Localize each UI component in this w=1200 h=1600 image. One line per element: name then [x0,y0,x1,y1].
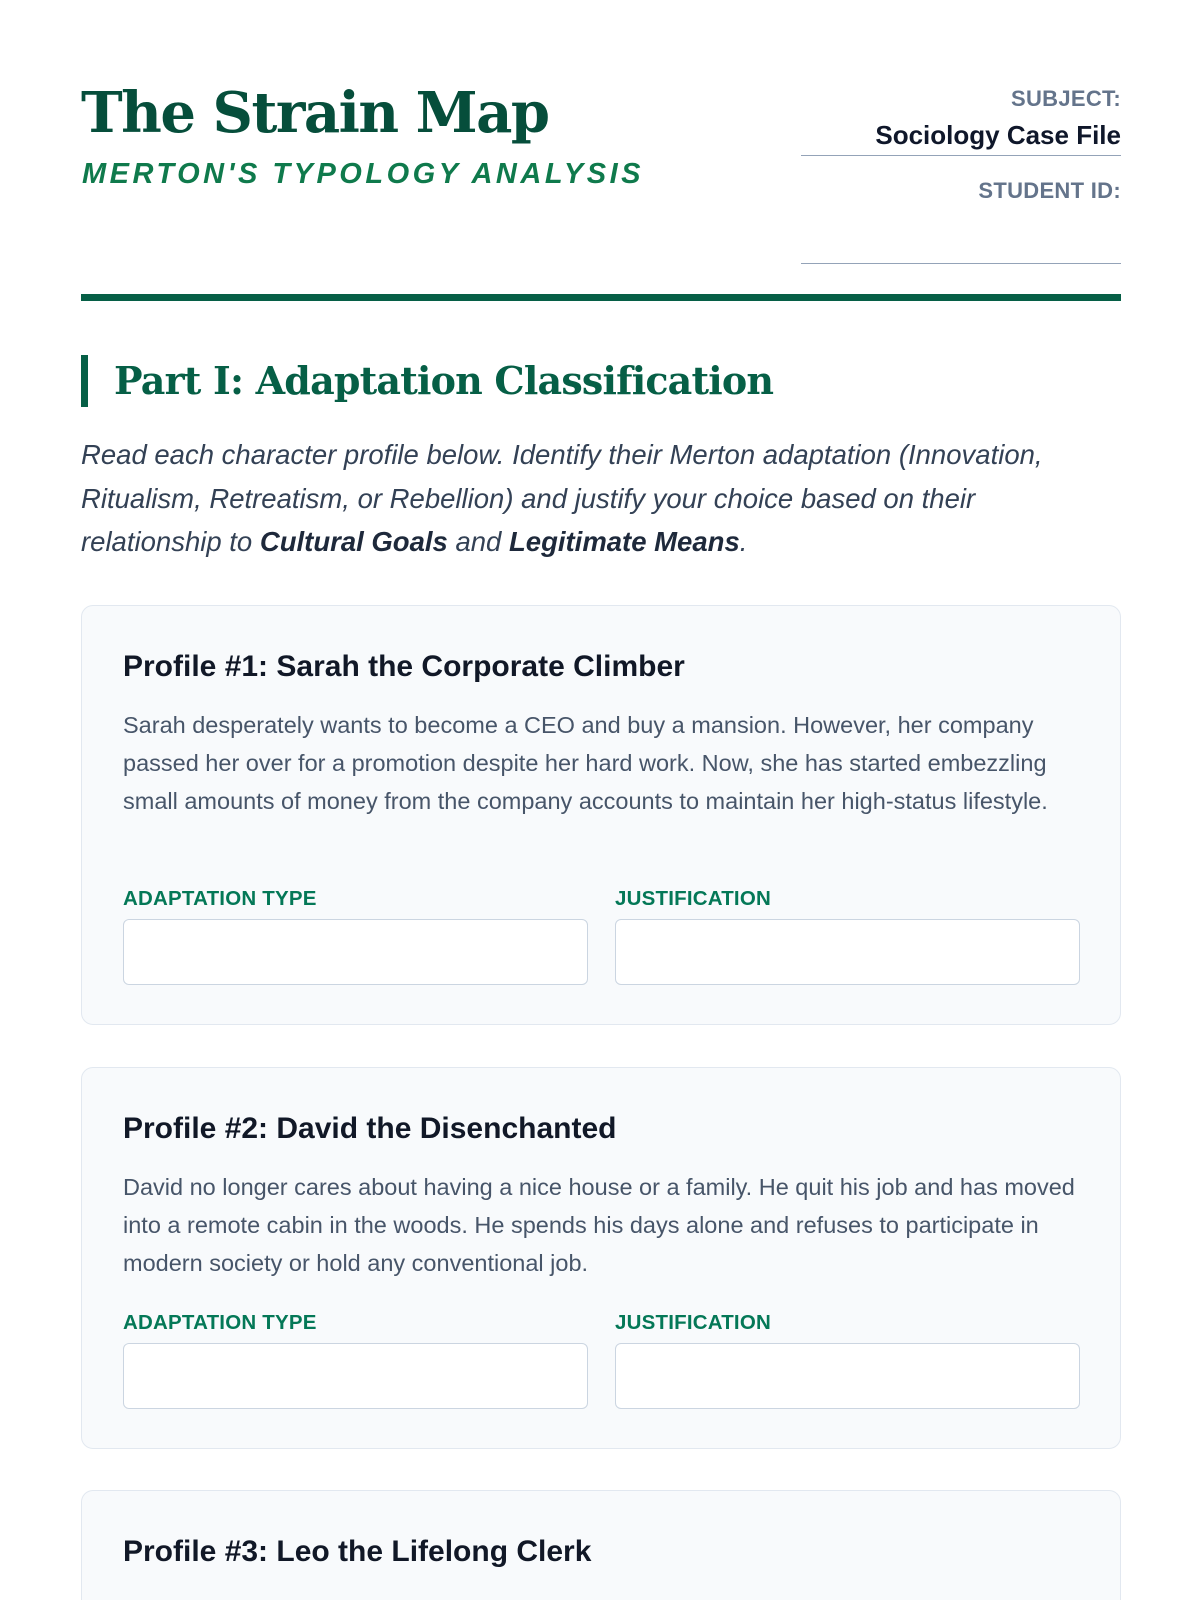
justification-label: JUSTIFICATION [615,1311,771,1334]
subject-label: SUBJECT: [1011,86,1121,111]
adaptation-type-label: ADAPTATION TYPE [123,887,317,910]
profile-description: David no longer cares about having a nice house or a family. He quit his job and has moved into a remote cabin in the woods. He spends his days alone and refuses to participate in modern society or hold any conventional job. [123,1174,1075,1276]
header-divider [81,294,1121,301]
adaptation-type-label: ADAPTATION TYPE [123,1311,317,1334]
adaptation-type-input[interactable] [123,919,588,985]
instructions-cultural-goals: Cultural Goals [259,526,448,557]
subject-field[interactable]: Sociology Case File [801,112,1121,156]
worksheet-page [81,0,1121,1568]
section-instructions [81,433,1121,564]
worksheet-title: The Strain Map [81,80,549,146]
profile-card-2 [81,1067,1121,1449]
worksheet-header [81,0,1121,300]
justification-input[interactable] [615,919,1080,985]
profile-title: Profile #2: David the Disenchanted [123,1112,617,1145]
justification-input[interactable] [615,1343,1080,1409]
instructions-text: Read each character profile below. Identify their Merton adaptation (Innovation, Ritualism, Retreatism, or Rebellion) and justify your choice based on their relationship to [81,439,1043,557]
section-title: Part I: Adaptation Classification [81,355,773,407]
worksheet-subtitle: MERTON'S TYPOLOGY ANALYSIS [82,158,644,190]
profile-card-3 [81,1490,1121,1600]
meta-block [801,86,1121,264]
instructions-period: . [739,526,748,557]
student-id-label: STUDENT ID: [978,178,1121,203]
instructions-text-and: and [447,526,509,557]
student-id-field[interactable] [801,204,1121,264]
profile-description: Sarah desperately wants to become a CEO and buy a mansion. However, her company passed her over for a promotion despite her hard work. Now, she has started embezzling small amounts of money from the company accounts to maintain her high-status lifestyle. [123,712,1048,814]
profile-title: Profile #1: Sarah the Corporate Climber [123,650,685,683]
instructions-legitimate-means: Legitimate Means [508,526,740,557]
adaptation-type-input[interactable] [123,1343,588,1409]
profile-card-1 [81,605,1121,1025]
profile-title: Profile #3: Leo the Lifelong Clerk [123,1535,592,1568]
justification-label: JUSTIFICATION [615,887,771,910]
